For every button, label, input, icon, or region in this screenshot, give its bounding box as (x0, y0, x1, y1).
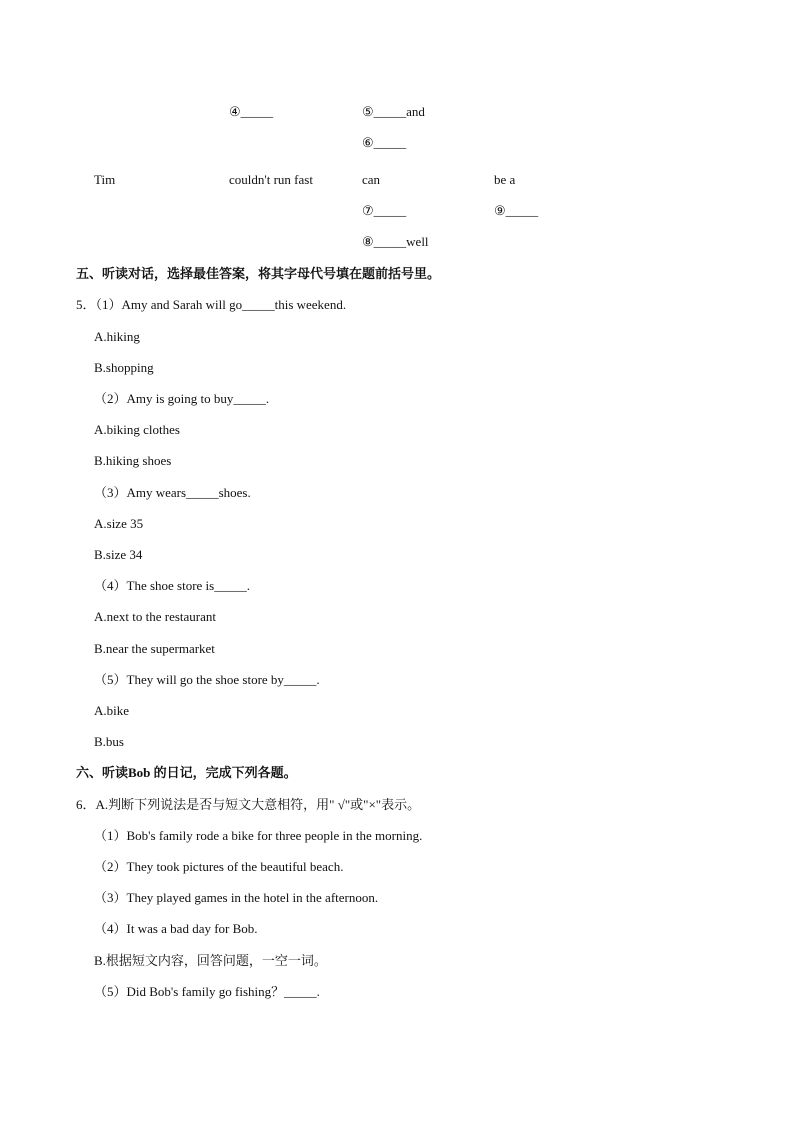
statement-6-1: （1）Bob's family rode a bike for three people in the morning. (94, 828, 423, 843)
question-6-part-b: B.根据短文内容，回答问题，一空一词。 (94, 953, 327, 968)
option-5-1-a[interactable]: A.hiking (94, 329, 140, 344)
blank-9[interactable]: ⑨_____ (494, 203, 539, 218)
question-6-part-a: 6．A.判断下列说法是否与短文大意相符，用" √"或"×"表示。 (76, 797, 421, 812)
section-5-heading: 五、听读对话，选择最佳答案，将其字母代号填在题前括号里。 (76, 266, 441, 281)
blank-4[interactable]: ④_____ (229, 104, 274, 119)
section-6-heading: 六、听读Bob 的日记，完成下列各题。 (76, 765, 297, 780)
option-5-2-a[interactable]: A.biking clothes (94, 422, 180, 437)
statement-6-2: （2）They took pictures of the beautiful beach. (94, 859, 344, 874)
option-5-5-a[interactable]: A.bike (94, 703, 130, 718)
statement-6-3: （3）They played games in the hotel in the afternoon. (94, 890, 379, 905)
table-cell-name: Tim (94, 172, 116, 187)
option-5-4-b[interactable]: B.near the supermarket (94, 641, 215, 656)
question-6-5[interactable]: （5）Did Bob's family go fishing？_____. (94, 984, 320, 999)
blank-7[interactable]: ⑦_____ (362, 203, 407, 218)
option-5-5-b[interactable]: B.bus (94, 734, 124, 749)
question-5-3: （3）Amy wears_____shoes. (94, 485, 251, 500)
question-5-5: （5）They will go the shoe store by_____. (94, 672, 320, 687)
option-5-3-a[interactable]: A.size 35 (94, 516, 144, 531)
option-5-1-b[interactable]: B.shopping (94, 360, 154, 375)
question-5-1: 5．（1）Amy and Sarah will go_____this weekend. (76, 297, 347, 312)
table-cell-future: be a (494, 172, 516, 187)
table-cell-before: couldn't run fast (229, 172, 313, 187)
blank-6[interactable]: ⑥_____ (362, 135, 407, 150)
question-5-4: （4）The shoe store is_____. (94, 578, 250, 593)
statement-6-4: （4）It was a bad day for Bob. (94, 921, 258, 936)
table-cell-now: can (362, 172, 381, 187)
blank-5[interactable]: ⑤_____and (362, 104, 425, 119)
question-5-2: （2）Amy is going to buy_____. (94, 391, 270, 406)
option-5-3-b[interactable]: B.size 34 (94, 547, 143, 562)
option-5-2-b[interactable]: B.hiking shoes (94, 453, 172, 468)
blank-8[interactable]: ⑧_____well (362, 234, 429, 249)
option-5-4-a[interactable]: A.next to the restaurant (94, 609, 217, 624)
